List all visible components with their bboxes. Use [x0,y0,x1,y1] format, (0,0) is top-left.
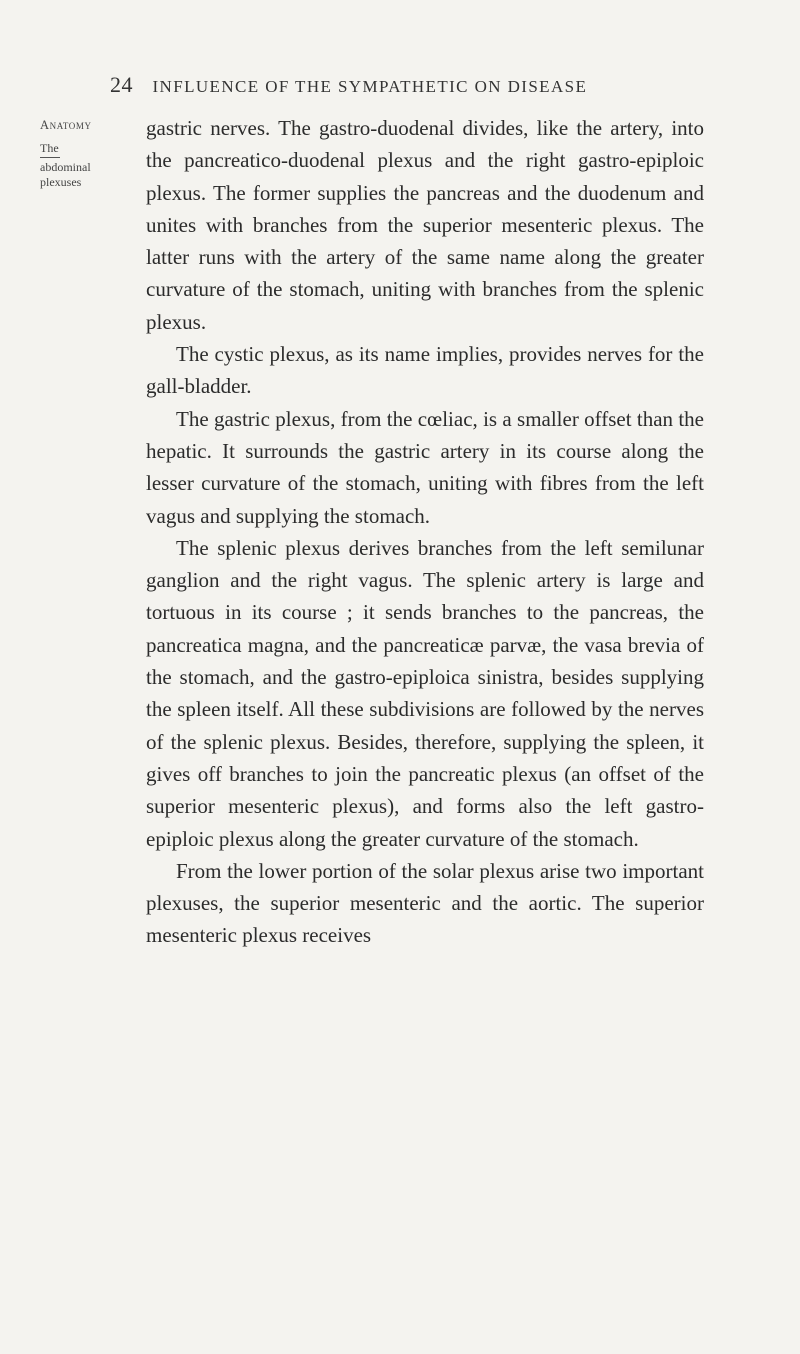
margin-subsection-line1: The [40,141,59,155]
margin-notes [40,118,140,190]
margin-subsection-label [40,141,126,190]
margin-section-label: Anatomy [40,118,92,132]
paragraph: The cystic plexus, as its name implies, provides nerves for the gall-bladder. [146,342,704,399]
body-text [146,112,704,952]
page-number: 24 [110,72,133,97]
running-title: INFLUENCE OF THE SYMPATHETIC ON DISEASE [152,77,588,96]
paragraph: gastric nerves. The gastro-duodenal divides, like the artery, into the pancreatico-duodenal plexus and the right gastro-epiploic plexus. The former supplies the pancreas and the duodenum and unites with branches from the superior mesenteric plexus. The latter runs with the artery of the same name along the greater curvature of the stomach, uniting with branches from the splenic plexus. [146,116,704,334]
paragraph: The splenic plexus derives branches from the left semilunar ganglion and the right vagus. The splenic artery is large and tortuous in its course ; it sends branches to the pancreas, the pancreatica magna, and the pancreaticæ parvæ, the vasa brevia of the stomach, and the gastro-epiploica sinistra, besides supplying the spleen itself. All these subdivisions are followed by the nerves of the splenic plexus. Besides, therefore, supplying the spleen, it gives off branches to join the pancreatic plexus (an offset of the superior mesenteric plexus), and forms also the left gastro-epiploic plexus along the greater curvature of the stomach. [146,535,704,851]
paragraph: The gastric plexus, from the cœliac, is a smaller offset than the hepatic. It surrounds the gastric artery in its course along the lesser curvature of the stomach, uniting with fibres from the left vagus and supplying the stomach. [146,406,704,528]
running-head [110,72,710,98]
paragraph: From the lower portion of the solar plexus arise two important plexuses, the superior mesenteric and the aortic. The superior mesenteric plexus receives [146,858,704,948]
margin-subsection-line2: abdominal plexuses [40,160,91,189]
margin-rule [40,157,60,158]
